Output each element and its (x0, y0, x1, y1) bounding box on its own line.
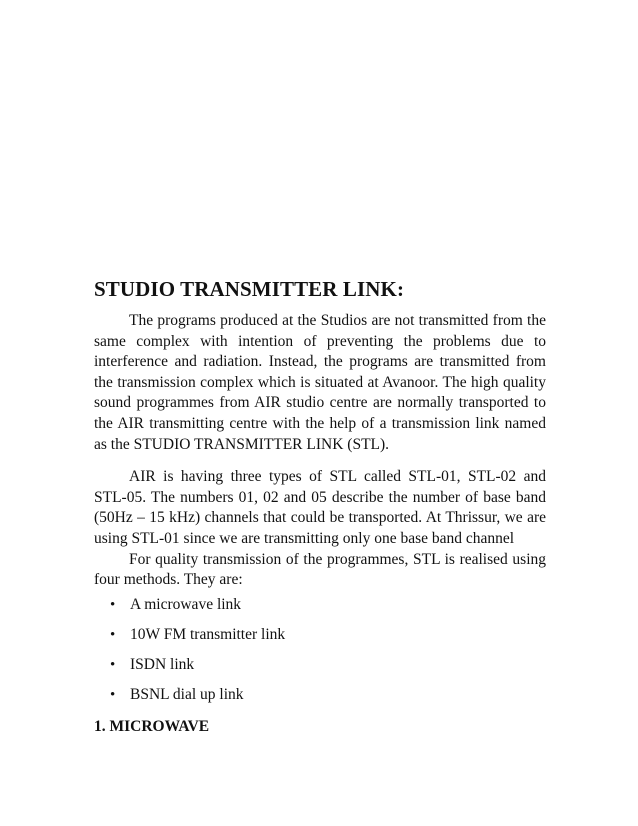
bullet-icon: • (110, 596, 116, 613)
list-item (94, 625, 546, 655)
section-title: STUDIO TRANSMITTER LINK: (94, 277, 405, 301)
list-item-label: 10W FM transmitter link (130, 625, 286, 643)
methods-list (94, 595, 546, 715)
bullet-icon: • (110, 626, 116, 643)
paragraph-stl-types: AIR is having three types of STL called STL-01, STL-02 and STL-05. The numbers 01, 02 and 05 describe the number of base band (50Hz – 15 kHz) channels that could be transported. At Thrissur, we are using STL-01 since we are transmitting only one base band channel (94, 468, 546, 547)
section-heading-microwave: 1. MICROWAVE (94, 717, 210, 735)
bullet-icon: • (110, 686, 116, 703)
list-item (94, 655, 546, 685)
bullet-icon: • (110, 656, 116, 673)
list-item-label: BSNL dial up link (130, 685, 244, 703)
list-item-label: ISDN link (130, 655, 195, 673)
paragraph-intro: The programs produced at the Studios are not transmitted from the same complex with intention of preventing the problems due to interference and radiation. Instead, the programs are transmitted from the transmission complex which is situated at Avanoor. The high quality sound programmes from AIR studio centre are normally transported to the AIR transmitting centre with the help of a transmission link named as the STUDIO TRANSMITTER LINK (STL). (94, 312, 546, 453)
list-item (94, 685, 546, 715)
paragraph-methods: For quality transmission of the programmes, STL is realised using four methods. They are: (94, 550, 546, 589)
list-item (94, 595, 546, 625)
list-item-label: A microwave link (130, 595, 242, 613)
document-body (94, 276, 546, 737)
